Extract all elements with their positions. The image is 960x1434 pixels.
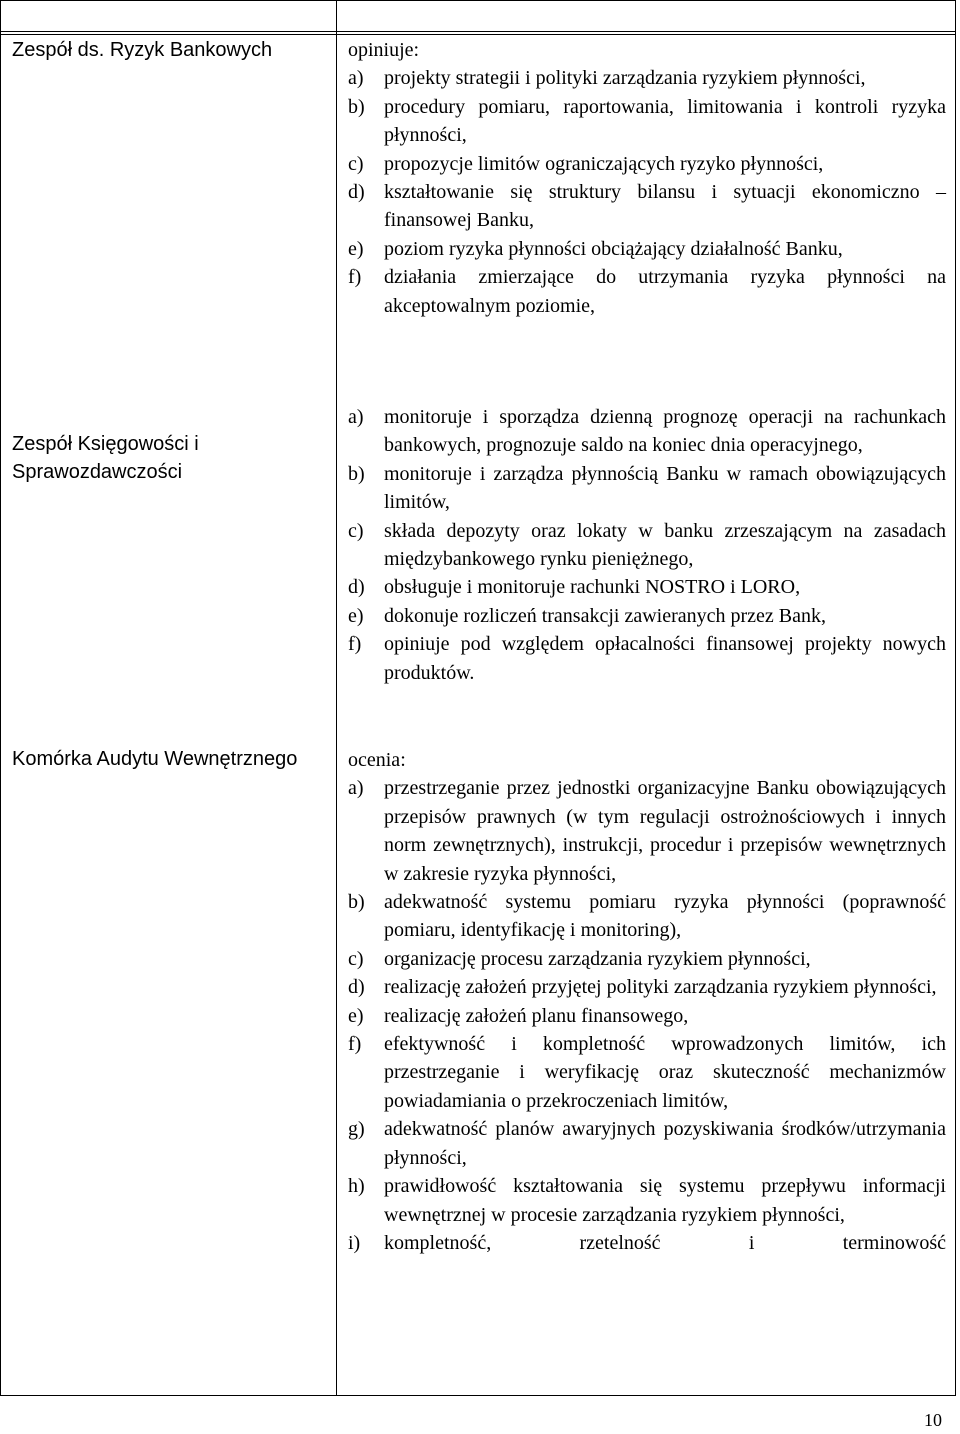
header-rule-double <box>0 34 956 35</box>
list-item <box>348 403 946 460</box>
list-item <box>348 973 946 1001</box>
item-text: efektywność i kompletność wprowadzonych limitów, ich przestrzeganie i weryfikację oraz skuteczność mechanizmów powiadamiania o przekroczeniach limitów, <box>384 1033 946 1112</box>
unit-name: Zespół ds. Ryzyk Bankowych <box>12 39 273 61</box>
item-text: opiniuje pod względem opłacalności finansowej projekty nowych produktów. <box>384 633 946 684</box>
column-divider <box>336 0 337 1396</box>
list-item <box>348 945 946 973</box>
item-label: e) <box>348 1004 364 1027</box>
intro-text: opiniuje: <box>348 39 420 61</box>
list-item <box>348 64 946 92</box>
item-label: a) <box>348 67 364 90</box>
item-label: c) <box>348 947 364 970</box>
item-label: f) <box>348 633 362 656</box>
list-item <box>348 1115 946 1172</box>
item-text: organizację procesu zarządzania ryzykiem płynności, <box>384 947 811 970</box>
item-text: adekwatność systemu pomiaru ryzyka płynności (poprawność pomiaru, identyfikację i monitoring), <box>384 891 946 942</box>
item-text: poziom ryzyka płynności obciążający działalność Banku, <box>384 237 843 260</box>
list-item <box>348 150 946 178</box>
item-text: realizację założeń przyjętej polityki zarządzania ryzykiem płynności, <box>384 976 937 999</box>
header-rule <box>0 31 956 32</box>
responsibilities-cell <box>348 403 946 687</box>
item-label: e) <box>348 604 364 627</box>
item-text: prawidłowość kształtowania się systemu przepływu informacji wewnętrznej w procesie zarządzania ryzykiem płynności, <box>384 1175 946 1226</box>
item-text: kształtowanie się struktury bilansu i sytuacji ekonomiczno – finansowej Banku, <box>384 181 946 232</box>
list-item <box>348 573 946 601</box>
item-text: adekwatność planów awaryjnych pozyskiwania środków/utrzymania płynności, <box>384 1118 946 1169</box>
item-label: i) <box>348 1231 361 1254</box>
list-item <box>348 602 946 630</box>
item-text: kompletność, rzetelność i terminowość <box>384 1231 946 1254</box>
responsibilities-cell <box>348 746 946 1257</box>
item-text: realizację założeń planu finansowego, <box>384 1004 689 1027</box>
item-label: h) <box>348 1175 365 1198</box>
item-label: f) <box>348 266 362 289</box>
item-label: d) <box>348 181 365 204</box>
item-text: przestrzeganie przez jednostki organizacyjne Banku obowiązujących przepisów prawnych (w tym regulacji ostrożnościowych i innych norm zewnętrznych), instrukcji, procedur i przepisów wewnętrznych w zakresie ryzyka płynności, <box>384 777 946 885</box>
unit-name: Komórka Audytu Wewnętrznego <box>12 748 298 770</box>
item-text: składa depozyty oraz lokaty w banku zrzeszającym na zasadach międzybankowego rynku pieniężnego, <box>384 519 946 571</box>
list-item <box>348 517 946 574</box>
list-item <box>348 1030 946 1115</box>
list-item <box>348 888 946 945</box>
list-item <box>348 630 946 687</box>
list-item <box>348 1172 946 1229</box>
list-item <box>348 263 946 320</box>
item-label: e) <box>348 237 364 260</box>
item-label: c) <box>348 152 364 175</box>
unit-name: Zespół Księgowości i Sprawozdawczości <box>12 433 199 483</box>
list-item <box>348 235 946 263</box>
list-item <box>348 1229 946 1257</box>
item-label: a) <box>348 406 364 428</box>
item-label: d) <box>348 576 365 599</box>
item-text: propozycje limitów ograniczających ryzyko płynności, <box>384 152 824 175</box>
item-label: c) <box>348 519 364 542</box>
list-item <box>348 93 946 150</box>
item-text: dokonuje rozliczeń transakcji zawieranych przez Bank, <box>384 604 827 627</box>
item-text: działania zmierzające do utrzymania ryzyka płynności na akceptowalnym poziomie, <box>384 266 946 317</box>
item-label: b) <box>348 891 365 914</box>
item-text: procedury pomiaru, raportowania, limitowania i kontroli ryzyka płynności, <box>384 95 946 147</box>
list-item <box>348 460 946 517</box>
item-label: b) <box>348 462 365 485</box>
item-label: b) <box>348 95 365 118</box>
intro-text: ocenia: <box>348 749 406 771</box>
page-number: 10 <box>924 1410 942 1430</box>
item-label: g) <box>348 1118 365 1141</box>
item-text: projekty strategii i polityki zarządzania ryzykiem płynności, <box>384 67 866 90</box>
list-item <box>348 774 946 888</box>
item-label: a) <box>348 777 364 800</box>
item-text: monitoruje i zarządza płynnością Banku w ramach obowiązujących limitów, <box>384 462 946 514</box>
item-label: d) <box>348 976 365 999</box>
item-text: monitoruje i sporządza dzienną prognozę operacji na rachunkach bankowych, prognozuje saldo na koniec dnia operacyjnego, <box>384 406 946 457</box>
item-label: f) <box>348 1033 362 1056</box>
list-item <box>348 178 946 235</box>
responsibilities-cell <box>348 36 946 320</box>
item-text: obsługuje i monitoruje rachunki NOSTRO i LORO, <box>384 576 801 599</box>
list-item <box>348 1002 946 1030</box>
